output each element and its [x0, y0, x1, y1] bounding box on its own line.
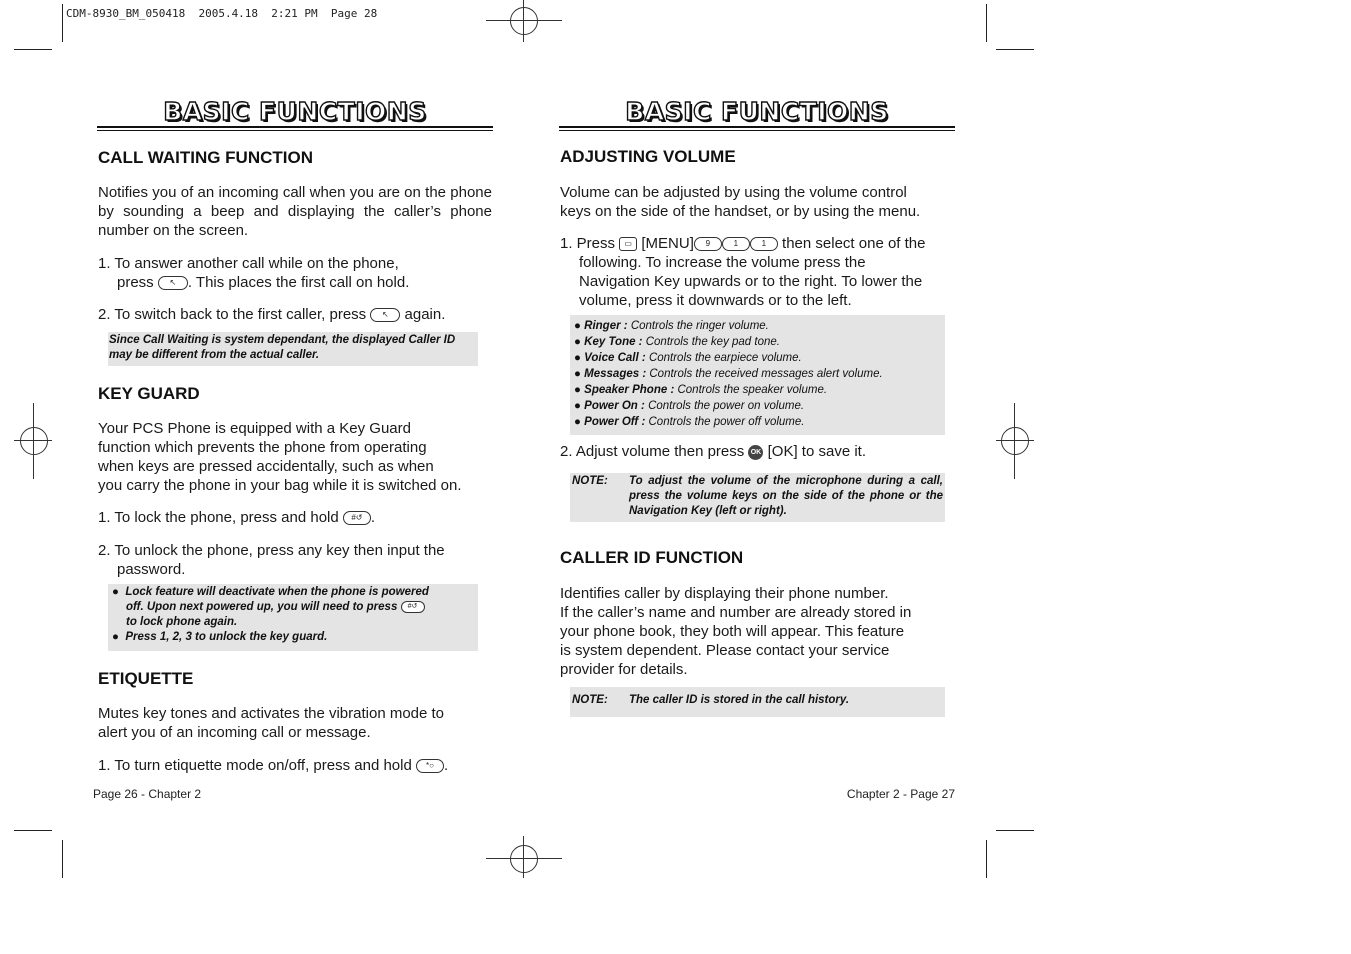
- caller-id-note: [570, 687, 945, 717]
- page-footer-left: Page 26 - Chapter 2: [93, 787, 202, 801]
- volume-option-item: [574, 366, 945, 382]
- key-guard-step-2: 2. To unlock the phone, press any key then input the password.: [98, 542, 445, 578]
- microphone-volume-note: [570, 473, 945, 522]
- bullet-icon: ●: [574, 384, 585, 396]
- key-guard-note: ● Lock feature will deactivate when the phone is powered off. Upon next powered up, you will need to press #↺ to lock phone again. ● Press 1, 2, 3 to unlock the key guard.: [108, 584, 478, 651]
- volume-option-label: Power Off :: [584, 416, 646, 428]
- volume-option-desc: Controls the earpiece volume.: [648, 352, 802, 364]
- volume-option-label: Voice Call :: [584, 352, 646, 364]
- volume-option-desc: Controls the speaker volume.: [677, 384, 828, 396]
- volume-option-item: [574, 414, 945, 430]
- adjusting-volume-step-1: 1. Press ▭ [MENU] 9 1 1 then select one of the following. To increase the volume press the Navigation Key upwards or to the right. To lower the volume, press it downwards or to the left.: [560, 235, 926, 309]
- bullet-icon: ●: [574, 336, 585, 348]
- one-key-icon: 1: [750, 237, 778, 251]
- etiquette-heading: ETIQUETTE: [98, 669, 194, 688]
- volume-option-item: [574, 318, 945, 334]
- key-guard-heading: KEY GUARD: [98, 384, 200, 403]
- volume-option-label: Key Tone :: [584, 336, 643, 348]
- call-waiting-note: Since Call Waiting is system dependant, the displayed Caller ID may be different from the actual caller.: [108, 332, 478, 366]
- pound-key-icon: #↺: [343, 511, 371, 525]
- note-text: To adjust the volume of the microphone during a call, press the volume keys on the side of the phone or the Navigation Key (left or right).: [629, 475, 943, 517]
- volume-options-list: [570, 315, 945, 435]
- volume-option-label: Power On :: [584, 400, 645, 412]
- right-page: [559, 0, 955, 954]
- menu-key-icon: ▭: [619, 237, 637, 251]
- send-key-icon: ↖: [370, 308, 400, 322]
- bullet-icon: ●: [574, 320, 585, 332]
- key-guard-step-1: 1. To lock the phone, press and hold #↺ .: [98, 509, 376, 526]
- bullet-icon: ●: [574, 352, 585, 364]
- page-banner: BASIC FUNCTIONS: [625, 97, 889, 126]
- volume-option-desc: Controls the received messages alert volume.: [649, 368, 883, 380]
- note-text: The caller ID is stored in the call history.: [629, 694, 850, 706]
- adjusting-volume-intro: Volume can be adjusted by using the volume control keys on the side of the handset, or by using the menu.: [560, 184, 921, 220]
- call-waiting-step-1: 1. To answer another call while on the phone, press ↖ . This places the first call on hold.: [98, 255, 410, 291]
- nine-key-icon: 9: [694, 237, 722, 251]
- etiquette-intro: Mutes key tones and activates the vibration mode to alert you of an incoming call or message.: [98, 705, 445, 741]
- key-guard-intro: Your PCS Phone is equipped with a Key Guard function which prevents the phone from operating when keys are pressed accidentally, such as when you carry the phone in your bag while it is switched on.: [98, 420, 462, 494]
- left-page: [93, 0, 493, 954]
- banner-rule: [97, 126, 493, 128]
- adjusting-volume-heading: ADJUSTING VOLUME: [560, 147, 736, 166]
- volume-option-label: Speaker Phone :: [584, 384, 675, 396]
- volume-option-desc: Controls the key pad tone.: [645, 336, 780, 348]
- etiquette-step-1: 1. To turn etiquette mode on/off, press and hold *○ .: [98, 757, 449, 774]
- call-waiting-heading: CALL WAITING FUNCTION: [98, 148, 313, 167]
- ok-key-icon: OK: [748, 445, 763, 460]
- bullet-icon: ●: [574, 416, 585, 428]
- bullet-icon: ●: [112, 631, 119, 643]
- banner-rule-thin: [97, 130, 493, 131]
- volume-option-item: [574, 382, 945, 398]
- volume-option-desc: Controls the power off volume.: [648, 416, 805, 428]
- bullet-icon: ●: [574, 400, 585, 412]
- pound-key-icon: #↺: [401, 601, 425, 613]
- send-key-icon: ↖: [158, 276, 188, 290]
- star-key-icon: *○: [416, 759, 444, 773]
- banner-rule-thin: [559, 130, 955, 131]
- volume-option-desc: Controls the ringer volume.: [630, 320, 769, 332]
- call-waiting-step-2: 2. To switch back to the first caller, press ↖ again.: [98, 306, 446, 323]
- volume-option-item: [574, 398, 945, 414]
- note-label: NOTE:: [572, 475, 608, 487]
- volume-option-item: [574, 350, 945, 366]
- caller-id-intro: Identifies caller by displaying their phone number. If the caller’s name and number are already stored in your phone book, they both will appear. This feature is system dependent. Please contact your service provider for details.: [560, 585, 912, 678]
- volume-option-label: Messages :: [584, 368, 647, 380]
- banner-rule: [559, 126, 955, 128]
- bullet-icon: ●: [112, 586, 119, 598]
- note-label: NOTE:: [572, 694, 608, 706]
- volume-option-desc: Controls the power on volume.: [648, 400, 805, 412]
- bullet-icon: ●: [574, 368, 585, 380]
- page-footer-right: Chapter 2 - Page 27: [846, 787, 955, 801]
- caller-id-heading: CALLER ID FUNCTION: [560, 548, 744, 567]
- volume-option-label: Ringer :: [584, 320, 628, 332]
- print-slug: CDM-8930_BM_050418 2005.4.18 2:21 PM Page 28: [66, 7, 378, 20]
- page-banner: BASIC FUNCTIONS: [163, 97, 427, 126]
- adjusting-volume-step-2: 2. Adjust volume then press OK [OK] to save it.: [560, 443, 866, 460]
- call-waiting-intro: Notifies you of an incoming call when you are on the phone by sounding a beep and displaying the caller’s phone number on the screen.: [98, 184, 492, 239]
- one-key-icon: 1: [722, 237, 750, 251]
- volume-option-item: [574, 334, 945, 350]
